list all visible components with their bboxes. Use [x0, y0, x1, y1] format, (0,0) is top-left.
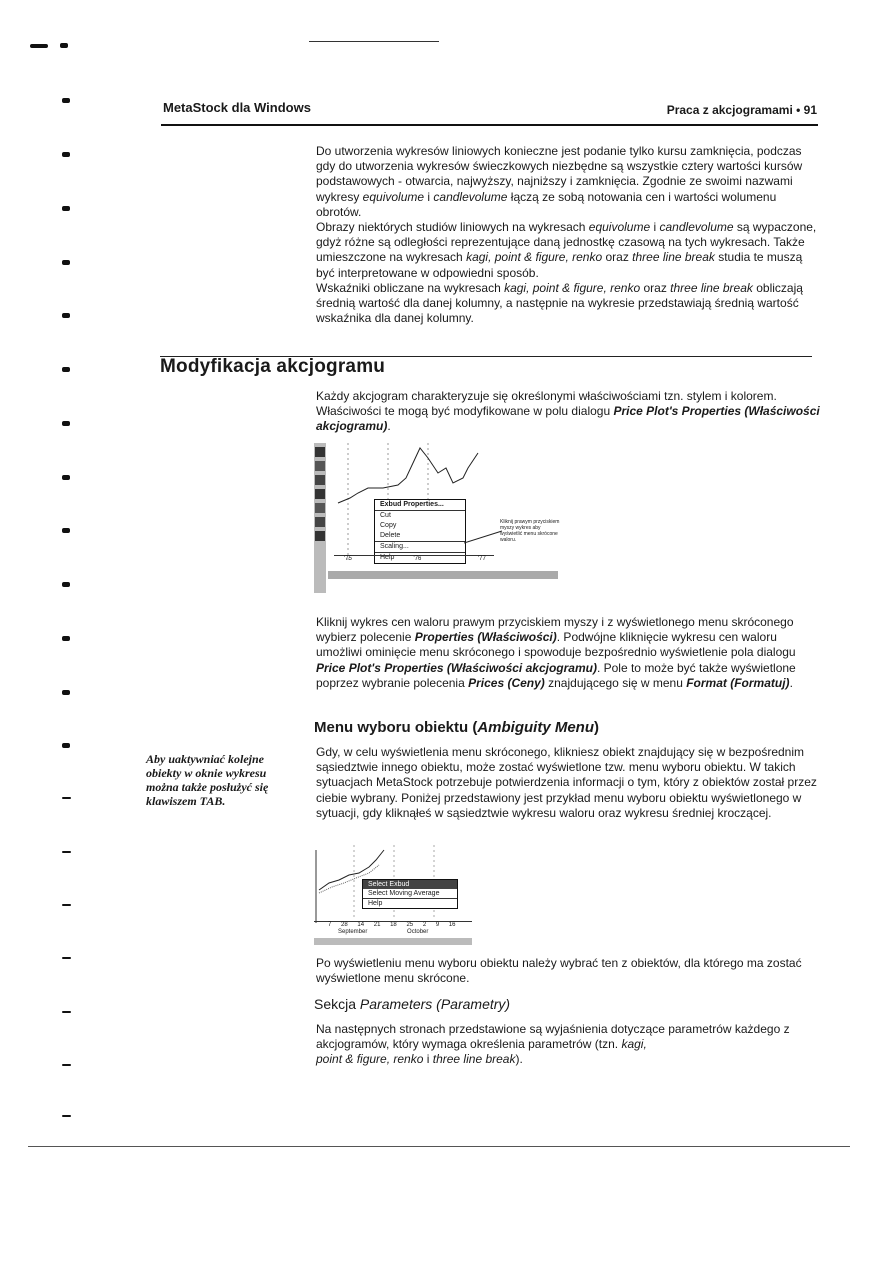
- tool-icon: [315, 461, 325, 471]
- horizontal-scrollbar[interactable]: [314, 938, 472, 945]
- tool-icon: [315, 531, 325, 541]
- binder-mark: [30, 44, 48, 48]
- header-rule: [161, 124, 818, 126]
- binder-mark: [62, 636, 70, 641]
- menu-item-copy[interactable]: Copy: [380, 522, 397, 529]
- ambiguity-menu: [362, 879, 458, 909]
- running-header-right: Praca z akcjogramami • 91: [666, 103, 817, 117]
- tool-icon: [315, 447, 325, 457]
- binder-mark: [62, 1064, 71, 1066]
- horizontal-scrollbar[interactable]: [328, 571, 558, 579]
- binder-mark: [62, 743, 70, 748]
- binder-mark: [62, 528, 70, 533]
- callout-text: Kliknij prawym przyciskiem myszy wykres aby wyświetlić menu skrócone waloru.: [500, 519, 560, 543]
- ambiguity-paragraph: Gdy, w celu wyświetlenia menu skróconego, klikniesz obiekt znajdujący się w bezpośrednim sąsiedztwie innego obiektu, może zostać wyświetlone tzw. menu wyboru obiektu. W takich sytuacjach MetaStock potrzebuje potwierdzenia informacji o tym, który z obiektów został przez ciebie wybrany. Poniżej przedstawiony jest przykład menu wyboru obiektu wyświetlonego w sytuacji, gdy kliknąłeś w sąsiedztwie wykresu waloru oraz wykresu średniej kroczącej.: [316, 745, 817, 820]
- section-title: Modyfikacja akcjogramu: [160, 356, 386, 377]
- binder-mark: [62, 421, 70, 426]
- menu-item-cut[interactable]: Cut: [380, 512, 391, 519]
- properties-instructions: Kliknij wykres cen waloru prawym przyciskiem myszy i z wyświetlonego menu skróconego wybierz polecenie Properties (Właściwości). Podwójne kliknięcie wykresu cen waloru umożliwi ominięcie menu skróconego i spowoduje bezpośrednio wyświetlenie pola dialogu Price Plot's Properties (Właściwości akcjogramu). Pole to może być także wyświetlone poprzez wybranie polecenia Prices (Ceny) znajdującego się w menu Format (Formatuj).: [316, 615, 796, 690]
- margin-note: Aby uaktywniać kolejne obiekty w oknie wykresu można także posłużyć się klawiszem TAB.: [146, 752, 269, 808]
- tool-icon: [315, 517, 325, 527]
- binder-mark: [62, 1115, 71, 1117]
- tool-icon: [315, 489, 325, 499]
- menu-item-select-moving-average[interactable]: Select Moving Average: [363, 889, 457, 899]
- binder-mark: [60, 43, 68, 48]
- parameters-paragraph: Na następnych stronach przedstawione są wyjaśnienia dotyczące parametrów każdego z akcjogramów, który wymaga określenia parametrów (tzn. kagi, point & figure, renko i three line break).: [316, 1022, 790, 1067]
- running-header-left: MetaStock dla Windows: [163, 100, 311, 115]
- month-axis: September October: [338, 929, 429, 935]
- binder-mark: [62, 582, 70, 587]
- tool-icon: [315, 475, 325, 485]
- binder-mark: [62, 797, 71, 799]
- callout-line: [464, 528, 504, 548]
- binder-mark: [62, 475, 70, 480]
- binder-mark: [62, 904, 71, 906]
- menu-item-properties[interactable]: Exbud Properties...: [375, 500, 465, 511]
- menu-item-help[interactable]: Help: [380, 554, 395, 561]
- menu-item-select-exbud[interactable]: Select Exbud: [363, 880, 457, 889]
- binder-mark: [62, 957, 71, 959]
- binder-mark: [62, 98, 70, 103]
- ambiguity-after-paragraph: Po wyświetleniu menu wyboru obiektu należy wybrać ten z obiektów, dla którego ma zostać wyświetlone menu skrócone.: [316, 956, 802, 986]
- top-rule: [309, 41, 439, 42]
- binder-mark: [62, 260, 70, 265]
- binder-mark: [62, 206, 70, 211]
- time-axis: '75 '76 '77: [334, 555, 494, 565]
- date-axis: 7 28 14 21 18 25 2 9 16: [314, 921, 472, 930]
- chart-context-menu-screenshot: [314, 443, 560, 593]
- binder-mark: [62, 313, 70, 318]
- binder-mark: [62, 690, 70, 695]
- menu-item-help[interactable]: Help: [368, 900, 383, 907]
- ambiguity-menu-screenshot: [314, 845, 472, 945]
- intro-paragraph: Do utworzenia wykresów liniowych konieczne jest podanie tylko kursu zamknięcia, podczas gdy do utworzenia wykresów świeczkowych niezbędne są wszystkie cztery wartości kursów podstawowych - otwarcia, najwyższy, najniższy i zamknięcia. Zgodnie ze swoimi nazwami wykresy equivolume i candlevolume łączą ze sobą notowania cen i wartości wolumenu obrotów. Obrazy niektórych studiów liniowych na wykresach equivolume i candlevolume są wypaczone, gdyż różne są odległości reprezentujące daną jednostkę czasową na tych wykresach. Także umieszczone na wykresach kagi, point & figure, renko oraz three line break studia te muszą być interpretowane w odpowiedni sposób. Wskaźniki obliczane na wykresach kagi, point & figure, renko oraz three line break obliczają średnią wartość dla danej kolumny, a następnie na wykresie przedstawiają średnią wartość wskaźnika dla danej kolumny.: [316, 144, 817, 326]
- bottom-rule: [28, 1146, 850, 1147]
- binder-mark: [62, 851, 71, 853]
- parameters-heading: Sekcja Parameters (Parametry): [314, 996, 511, 1012]
- menu-item-scaling[interactable]: Scaling...: [375, 542, 465, 553]
- tool-icon: [315, 503, 325, 513]
- ambiguity-heading: Menu wyboru obiektu (Ambiguity Menu): [314, 719, 600, 736]
- menu-item-delete[interactable]: Delete: [375, 531, 465, 542]
- binder-mark: [62, 367, 70, 372]
- toolbar-strip: [314, 443, 326, 593]
- binder-mark: [62, 152, 70, 157]
- binder-mark: [62, 1011, 71, 1013]
- properties-paragraph: Każdy akcjogram charakteryzuje się określonymi właściwościami tzn. stylem i kolorem. Właściwości te mogą być modyfikowane w polu dialogu Price Plot's Properties (Właściwości akcjogramu).: [316, 389, 820, 434]
